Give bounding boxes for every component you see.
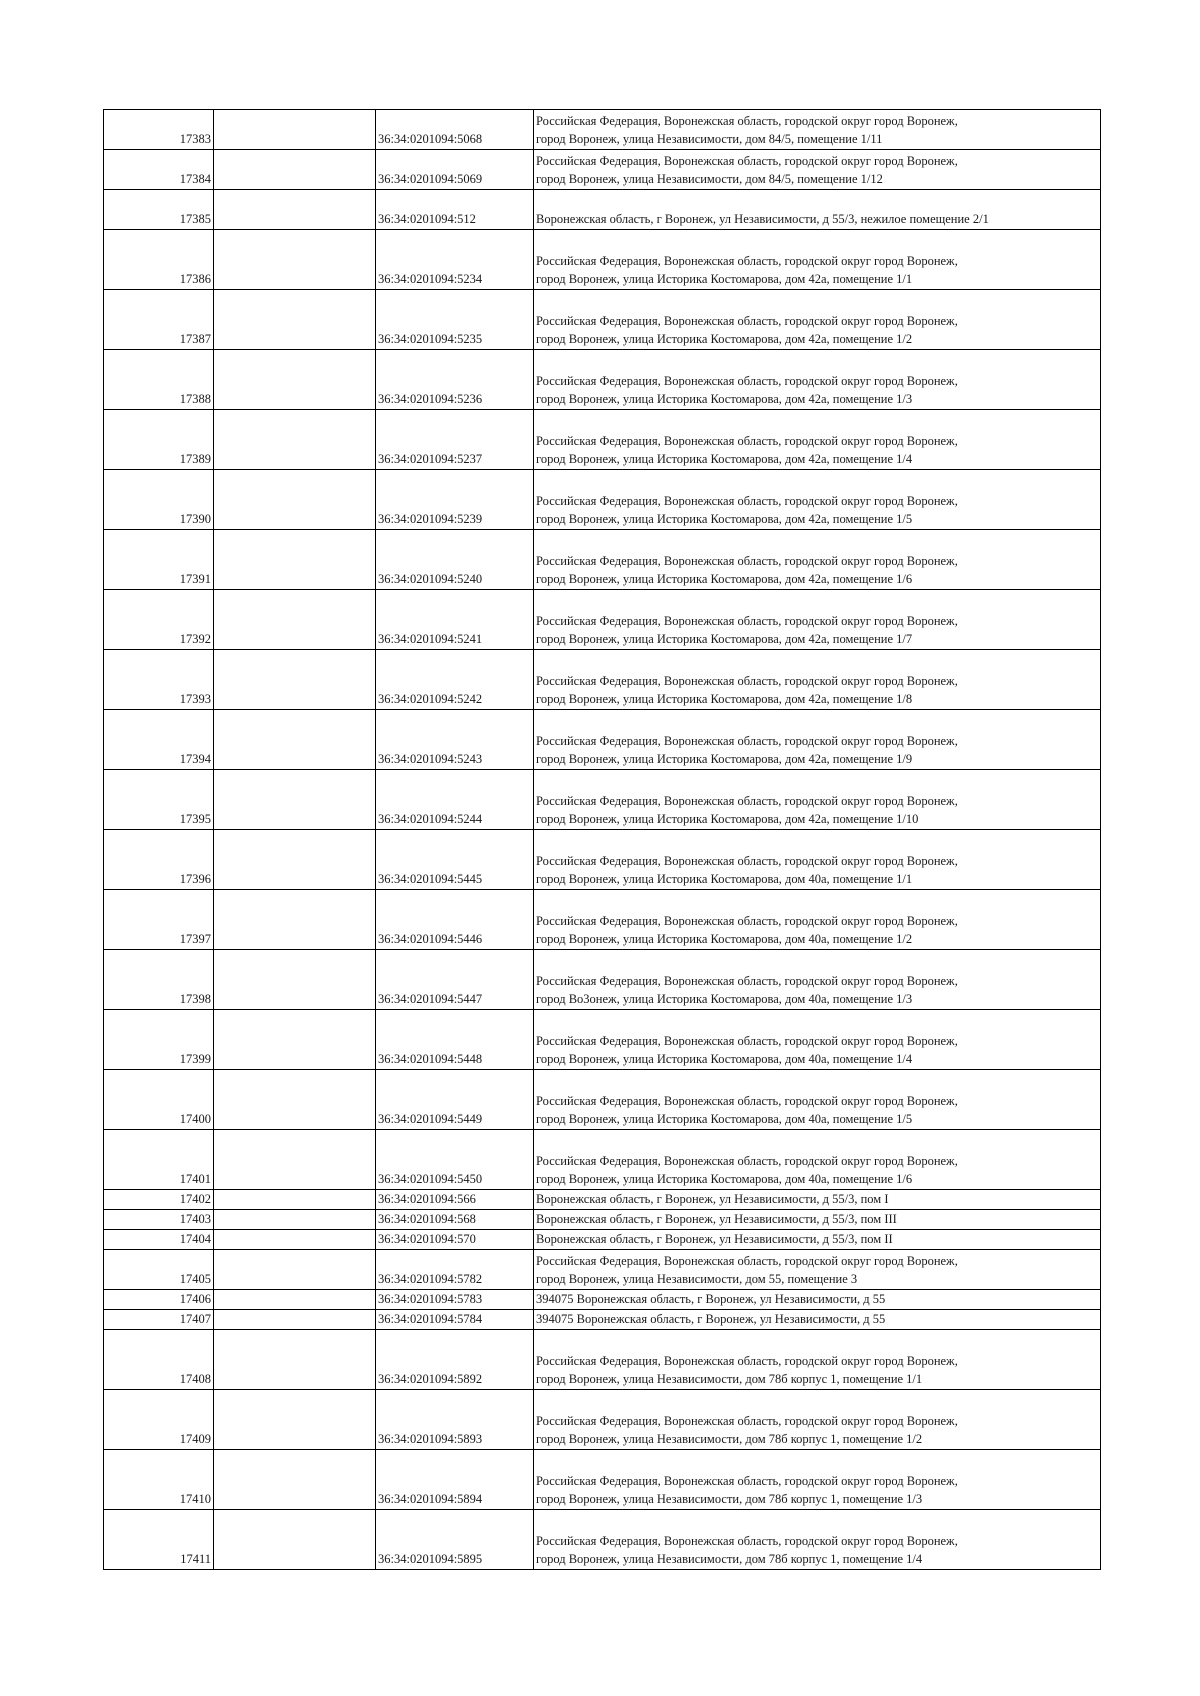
address-cell: [534, 190, 1101, 230]
row-number: 17394: [104, 710, 214, 770]
row-number: 17406: [104, 1290, 214, 1310]
address-cell: [534, 590, 1101, 650]
address-line: Российская Федерация, Воронежская область, городской округ город Воронеж,: [536, 314, 958, 328]
cadastral-number: 36:34:0201094:566: [376, 1190, 534, 1210]
table-row: [104, 410, 1101, 470]
row-number: 17396: [104, 830, 214, 890]
row-number: 17409: [104, 1390, 214, 1450]
cadastral-number: 36:34:0201094:5448: [376, 1010, 534, 1070]
empty-cell: [214, 950, 376, 1010]
address-cell: [534, 890, 1101, 950]
address-line: Воронежская область, г Воронеж, ул Независимости, д 55/3, нежилое помещение 2/1: [536, 212, 989, 226]
cadastral-number: 36:34:0201094:5445: [376, 830, 534, 890]
empty-cell: [214, 110, 376, 150]
empty-cell: [214, 770, 376, 830]
empty-cell: [214, 1310, 376, 1330]
row-number: 17385: [104, 190, 214, 230]
empty-cell: [214, 190, 376, 230]
table-row: [104, 1130, 1101, 1190]
table-row: [104, 1330, 1101, 1390]
address-line: город Воронеж, улица Независимости, дом 78б корпус 1, помещение 1/4: [536, 1552, 923, 1566]
cadastral-number: 36:34:0201094:5450: [376, 1130, 534, 1190]
records-table: [103, 109, 1101, 1570]
address-line: Воронежская область, г Воронеж, ул Независимости, д 55/3, пом I: [536, 1192, 889, 1206]
row-number: 17407: [104, 1310, 214, 1330]
table-row: [104, 1390, 1101, 1450]
address-cell: [534, 410, 1101, 470]
address-line: Российская Федерация, Воронежская область, городской округ город Воронеж,: [536, 494, 958, 508]
address-line: город Воронеж, улица Независимости, дом 78б корпус 1, помещение 1/1: [536, 1372, 923, 1386]
empty-cell: [214, 1510, 376, 1570]
cadastral-number: 36:34:0201094:5894: [376, 1450, 534, 1510]
address-line: Воронежская область, г Воронеж, ул Независимости, д 55/3, пом III: [536, 1212, 897, 1226]
cadastral-number: 36:34:0201094:5068: [376, 110, 534, 150]
table-row: [104, 470, 1101, 530]
table-row: [104, 1510, 1101, 1570]
empty-cell: [214, 350, 376, 410]
empty-cell: [214, 590, 376, 650]
address-cell: [534, 530, 1101, 590]
row-number: 17410: [104, 1450, 214, 1510]
address-line: Российская Федерация, Воронежская область, городской округ город Воронеж,: [536, 614, 958, 628]
cadastral-number: 36:34:0201094:5244: [376, 770, 534, 830]
cadastral-number: 36:34:0201094:5447: [376, 950, 534, 1010]
table-row: [104, 110, 1101, 150]
empty-cell: [214, 1250, 376, 1290]
address-line: Российская Федерация, Воронежская область, городской округ город Воронеж,: [536, 1154, 958, 1168]
address-line: 394075 Воронежская область, г Воронеж, ул Независимости, д 55: [536, 1292, 886, 1306]
row-number: 17395: [104, 770, 214, 830]
address-cell: [534, 470, 1101, 530]
table-row: [104, 1450, 1101, 1510]
row-number: 17389: [104, 410, 214, 470]
empty-cell: [214, 1290, 376, 1310]
table-row: [104, 1310, 1101, 1330]
cadastral-number: 36:34:0201094:5069: [376, 150, 534, 190]
cadastral-number: 36:34:0201094:5893: [376, 1390, 534, 1450]
empty-cell: [214, 1190, 376, 1210]
row-number: 17411: [104, 1510, 214, 1570]
address-line: город Воронеж, улица Историка Костомарова, дом 40а, помещение 1/2: [536, 932, 913, 946]
address-cell: [534, 1130, 1101, 1190]
address-cell: [534, 710, 1101, 770]
empty-cell: [214, 830, 376, 890]
empty-cell: [214, 1330, 376, 1390]
row-number: 17392: [104, 590, 214, 650]
cadastral-number: 36:34:0201094:5240: [376, 530, 534, 590]
address-line: Воронежская область, г Воронеж, ул Независимости, д 55/3, пом II: [536, 1232, 893, 1246]
empty-cell: [214, 1230, 376, 1250]
address-line: Российская Федерация, Воронежская область, городской округ город Воронеж,: [536, 734, 958, 748]
address-line: Российская Федерация, Воронежская область, городской округ город Воронеж,: [536, 974, 958, 988]
address-line: город Воронеж, улица Историка Костомарова, дом 42а, помещение 1/2: [536, 332, 913, 346]
address-line: Российская Федерация, Воронежская область, городской округ город Воронеж,: [536, 1094, 958, 1108]
cadastral-number: 36:34:0201094:5895: [376, 1510, 534, 1570]
records-table-body: [104, 110, 1101, 1570]
address-line: город Воронеж, улица Независимости, дом 84/5, помещение 1/11: [536, 132, 883, 146]
address-cell: [534, 1250, 1101, 1290]
table-row: [104, 290, 1101, 350]
row-number: 17390: [104, 470, 214, 530]
cadastral-number: 36:34:0201094:512: [376, 190, 534, 230]
cadastral-number: 36:34:0201094:5783: [376, 1290, 534, 1310]
cadastral-number: 36:34:0201094:570: [376, 1230, 534, 1250]
address-line: Российская Федерация, Воронежская область, городской округ город Воронеж,: [536, 554, 958, 568]
empty-cell: [214, 290, 376, 350]
cadastral-number: 36:34:0201094:5449: [376, 1070, 534, 1130]
address-cell: [534, 350, 1101, 410]
address-cell: [534, 150, 1101, 190]
empty-cell: [214, 470, 376, 530]
table-row: [104, 1010, 1101, 1070]
table-row: [104, 650, 1101, 710]
empty-cell: [214, 410, 376, 470]
empty-cell: [214, 530, 376, 590]
cadastral-number: 36:34:0201094:5234: [376, 230, 534, 290]
empty-cell: [214, 650, 376, 710]
table-row: [104, 1290, 1101, 1310]
address-line: город Воронеж, улица Независимости, дом 78б корпус 1, помещение 1/3: [536, 1492, 923, 1506]
address-cell: [534, 1070, 1101, 1130]
empty-cell: [214, 890, 376, 950]
address-cell: [534, 1010, 1101, 1070]
cadastral-number: 36:34:0201094:5242: [376, 650, 534, 710]
address-cell: [534, 650, 1101, 710]
empty-cell: [214, 1390, 376, 1450]
table-row: [104, 150, 1101, 190]
address-line: город Воронеж, улица Историка Костомарова, дом 42а, помещение 1/6: [536, 572, 913, 586]
address-cell: [534, 290, 1101, 350]
table-row: [104, 530, 1101, 590]
address-line: город Воронеж, улица Историка Костомарова, дом 42а, помещение 1/1: [536, 272, 913, 286]
address-cell: [534, 1310, 1101, 1330]
table-row: [104, 1230, 1101, 1250]
address-line: город Воронеж, улица Историка Костомарова, дом 42а, помещение 1/9: [536, 752, 913, 766]
cadastral-number: 36:34:0201094:5236: [376, 350, 534, 410]
row-number: 17405: [104, 1250, 214, 1290]
address-line: город Воронеж, улица Историка Костомарова, дом 42а, помещение 1/5: [536, 512, 913, 526]
address-cell: [534, 1230, 1101, 1250]
table-row: [104, 830, 1101, 890]
table-row: [104, 1210, 1101, 1230]
row-number: 17398: [104, 950, 214, 1010]
table-row: [104, 770, 1101, 830]
address-line: город Воронеж, улица Историка Костомарова, дом 40а, помещение 1/6: [536, 1172, 913, 1186]
row-number: 17391: [104, 530, 214, 590]
address-line: город Воронеж, улица Историка Костомарова, дом 42а, помещение 1/3: [536, 392, 913, 406]
cadastral-number: 36:34:0201094:5239: [376, 470, 534, 530]
empty-cell: [214, 1070, 376, 1130]
row-number: 17388: [104, 350, 214, 410]
address-line: город Воронеж, улица Историка Костомарова, дом 40а, помещение 1/4: [536, 1052, 913, 1066]
cadastral-number: 36:34:0201094:5446: [376, 890, 534, 950]
table-row: [104, 230, 1101, 290]
address-line: Российская Федерация, Воронежская область, городской округ город Воронеж,: [536, 1534, 958, 1548]
empty-cell: [214, 150, 376, 190]
address-line: Российская Федерация, Воронежская область, городской округ город Воронеж,: [536, 854, 958, 868]
address-line: город Воронеж, улица Независимости, дом 55, помещение 3: [536, 1272, 858, 1286]
address-cell: [534, 1510, 1101, 1570]
address-line: Российская Федерация, Воронежская область, городской округ город Воронеж,: [536, 114, 958, 128]
address-line: город Воронеж, улица Историка Костомарова, дом 40а, помещение 1/5: [536, 1112, 913, 1126]
empty-cell: [214, 1450, 376, 1510]
empty-cell: [214, 230, 376, 290]
row-number: 17393: [104, 650, 214, 710]
empty-cell: [214, 1130, 376, 1190]
row-number: 17402: [104, 1190, 214, 1210]
row-number: 17387: [104, 290, 214, 350]
empty-cell: [214, 710, 376, 770]
address-line: город Воронеж, улица Историка Костомарова, дом 42а, помещение 1/4: [536, 452, 913, 466]
cadastral-number: 36:34:0201094:568: [376, 1210, 534, 1230]
address-line: Российская Федерация, Воронежская область, городской округ город Воронеж,: [536, 674, 958, 688]
address-line: город Воронеж, улица Историка Костомарова, дом 42а, помещение 1/7: [536, 632, 913, 646]
row-number: 17400: [104, 1070, 214, 1130]
address-cell: [534, 1390, 1101, 1450]
address-cell: [534, 1450, 1101, 1510]
address-line: 394075 Воронежская область, г Воронеж, ул Независимости, д 55: [536, 1312, 886, 1326]
table-row: [104, 950, 1101, 1010]
address-cell: [534, 110, 1101, 150]
address-cell: [534, 830, 1101, 890]
address-cell: [534, 1210, 1101, 1230]
empty-cell: [214, 1210, 376, 1230]
cadastral-number: 36:34:0201094:5241: [376, 590, 534, 650]
address-line: город Во3онеж, улица Историка Костомарова, дом 40а, помещение 1/3: [536, 992, 913, 1006]
cadastral-number: 36:34:0201094:5782: [376, 1250, 534, 1290]
row-number: 17401: [104, 1130, 214, 1190]
row-number: 17383: [104, 110, 214, 150]
address-line: Российская Федерация, Воронежская область, городской округ город Воронеж,: [536, 254, 958, 268]
row-number: 17404: [104, 1230, 214, 1250]
address-line: Российская Федерация, Воронежская область, городской округ город Воронеж,: [536, 154, 958, 168]
address-cell: [534, 230, 1101, 290]
cadastral-number: 36:34:0201094:5784: [376, 1310, 534, 1330]
row-number: 17403: [104, 1210, 214, 1230]
address-line: город Воронеж, улица Историка Костомарова, дом 42а, помещение 1/8: [536, 692, 913, 706]
cadastral-number: 36:34:0201094:5892: [376, 1330, 534, 1390]
table-row: [104, 350, 1101, 410]
row-number: 17399: [104, 1010, 214, 1070]
address-cell: [534, 950, 1101, 1010]
cadastral-number: 36:34:0201094:5235: [376, 290, 534, 350]
table-row: [104, 710, 1101, 770]
table-row: [104, 1190, 1101, 1210]
address-line: Российская Федерация, Воронежская область, городской округ город Воронеж,: [536, 374, 958, 388]
address-cell: [534, 770, 1101, 830]
address-line: Российская Федерация, Воронежская область, городской округ город Воронеж,: [536, 434, 958, 448]
address-line: Российская Федерация, Воронежская область, городской округ город Воронеж,: [536, 1034, 958, 1048]
row-number: 17397: [104, 890, 214, 950]
address-line: город Воронеж, улица Историка Костомарова, дом 42а, помещение 1/10: [536, 812, 919, 826]
address-cell: [534, 1290, 1101, 1310]
address-cell: [534, 1190, 1101, 1210]
address-line: Российская Федерация, Воронежская область, городской округ город Воронеж,: [536, 1414, 958, 1428]
table-row: [104, 1250, 1101, 1290]
empty-cell: [214, 1010, 376, 1070]
address-cell: [534, 1330, 1101, 1390]
address-line: Российская Федерация, Воронежская область, городской округ город Воронеж,: [536, 1354, 958, 1368]
address-line: Российская Федерация, Воронежская область, городской округ город Воронеж,: [536, 914, 958, 928]
address-line: Российская Федерация, Воронежская область, городской округ город Воронеж,: [536, 794, 958, 808]
table-row: [104, 890, 1101, 950]
cadastral-number: 36:34:0201094:5243: [376, 710, 534, 770]
row-number: 17386: [104, 230, 214, 290]
address-line: город Воронеж, улица Независимости, дом 78б корпус 1, помещение 1/2: [536, 1432, 923, 1446]
table-row: [104, 1070, 1101, 1130]
row-number: 17384: [104, 150, 214, 190]
table-row: [104, 190, 1101, 230]
cadastral-number: 36:34:0201094:5237: [376, 410, 534, 470]
address-line: Российская Федерация, Воронежская область, городской округ город Воронеж,: [536, 1474, 958, 1488]
table-row: [104, 590, 1101, 650]
address-line: город Воронеж, улица Независимости, дом 84/5, помещение 1/12: [536, 172, 883, 186]
address-line: город Воронеж, улица Историка Костомарова, дом 40а, помещение 1/1: [536, 872, 913, 886]
address-line: Российская Федерация, Воронежская область, городской округ город Воронеж,: [536, 1254, 958, 1268]
row-number: 17408: [104, 1330, 214, 1390]
